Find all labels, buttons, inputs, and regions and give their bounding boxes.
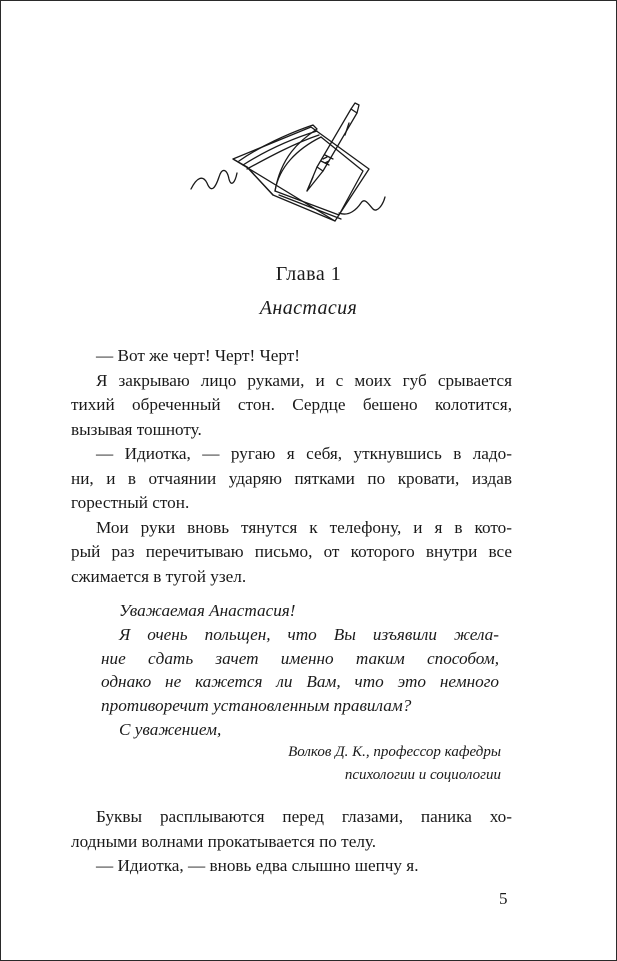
text-line: горестный стон. (71, 493, 190, 512)
body-text-top (71, 344, 512, 589)
body-text-bottom (71, 805, 512, 879)
letter-block (101, 599, 499, 742)
open-book-with-pen-icon (189, 97, 429, 237)
text-line: рый раз перечитываю письмо, от которого внутри все (71, 542, 512, 561)
signature-line: Волков Д. К., профессор кафедры (288, 744, 501, 760)
text-line: — Идиотка, — вновь едва слышно шепчу я. (96, 856, 419, 875)
text-line: лодными волнами прокатывается по телу. (71, 831, 377, 851)
text-line: сжимается в тугой узел. (71, 566, 247, 586)
text-line: Я закрываю лицо руками, и с моих губ срывается (96, 370, 512, 390)
text-line: ни, и в отчаянии ударяю пятками по кровати, издав (71, 468, 512, 488)
text-line: Мои руки вновь тянутся к телефону, и я в кото- (96, 517, 512, 537)
chapter-number: Глава 1 (275, 263, 342, 285)
text-line: — Вот же черт! Черт! Черт! (96, 346, 300, 365)
letter-line: однако не кажется ли Вам, что это немного (101, 672, 499, 692)
text-line: вызывая тошноту. (71, 419, 202, 439)
signature-line: психологии и социологии (344, 767, 501, 783)
text-line: Буквы расплываются перед глазами, паника хо- (96, 807, 512, 826)
letter-greeting: Уважаемая Анастасия! (119, 601, 296, 620)
text-line: тихий обреченный стон. Сердце бешено колотится, (71, 395, 512, 414)
chapter-title: Анастасия (259, 297, 358, 319)
letter-line: Я очень польщен, что Вы изъявили жела- (119, 624, 499, 644)
page-number: 5 (499, 889, 508, 908)
letter-line: противоречит установленным правилам? (101, 696, 412, 716)
letter-closing: С уважением, (119, 719, 222, 739)
text-line: — Идиотка, — ругаю я себя, уткнувшись в ладо- (96, 444, 512, 463)
letter-signature (201, 741, 501, 786)
letter-line: ние сдать зачет именно таким способом, (101, 648, 499, 668)
